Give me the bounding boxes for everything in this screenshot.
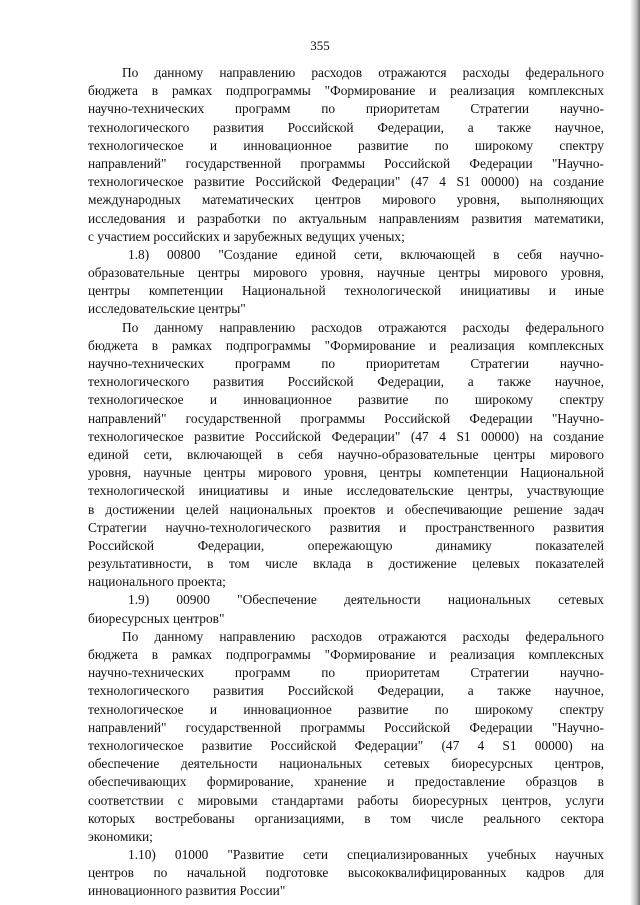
text-line: которых востребованы организациями, в том числе реального сектора xyxy=(88,810,604,826)
text-line: технологическое развитие Российской Федерации" (47 4 S1 00000) на создание xyxy=(88,428,604,444)
text-line: научно-технических программ по приоритетам Стратегии научно- xyxy=(88,101,604,117)
text-line: бюджета в рамках подпрограммы "Формирование и реализация комплексных xyxy=(88,647,604,662)
text-line: По данному направлению расходов отражаются расходы федерального xyxy=(122,319,604,335)
text-line: 1.10) 01000 "Развитие сети специализированных учебных научных xyxy=(128,847,604,863)
text-line: единой сети, включающей в себя научно-образовательные центры мирового xyxy=(88,446,604,462)
paragraph xyxy=(88,246,604,319)
text-line: биоресурсных центров" xyxy=(88,610,225,626)
text-line: технологическое и инновационное развитие по широкому спектру xyxy=(88,137,604,153)
text-line: обеспечивающих формирование, хранение и предоставление образцов в xyxy=(88,774,604,790)
text-line: По данному направлению расходов отражаются расходы федерального xyxy=(122,628,604,644)
text-line: технологической инициативы и иные исследовательские центры, участвующие xyxy=(88,483,604,499)
text-line: национального проекта; xyxy=(88,574,226,590)
text-line: научно-технических программ по приоритетам Стратегии научно- xyxy=(88,665,604,681)
text-line: направлений" государственной программы Российской Федерации "Научно- xyxy=(88,410,604,426)
text-line: направлений" государственной программы Российской Федерации "Научно- xyxy=(88,719,604,735)
scan-edge-shadow xyxy=(630,0,640,905)
text-line: с участием российских и зарубежных ведущих ученых; xyxy=(88,228,405,244)
document-body xyxy=(88,64,604,901)
text-line: технологического развития Российской Федерации, а также научное, xyxy=(88,374,604,390)
text-line: бюджета в рамках подпрограммы "Формирование и реализация комплексных xyxy=(88,83,604,99)
text-line: центров по начальной подготовке высококвалифицированных кадров для xyxy=(88,865,604,881)
text-line: технологическое и инновационное развитие по широкому спектру xyxy=(88,701,604,717)
text-line: направлений" государственной программы Российской Федерации "Научно- xyxy=(88,155,604,171)
paragraph xyxy=(88,591,604,627)
text-line: технологического развития Российской Федерации, а также научное, xyxy=(88,119,604,135)
text-line: исследовательские центры" xyxy=(88,301,246,317)
text-line: научно-технических программ по приоритетам Стратегии научно- xyxy=(88,356,604,371)
text-line: экономики; xyxy=(88,828,153,844)
text-line: По данному направлению расходов отражаются расходы федерального xyxy=(122,65,604,80)
text-line: технологического развития Российской Федерации, а также научное, xyxy=(88,683,604,699)
page-number: 355 xyxy=(310,38,330,53)
text-line: центры компетенции Национальной технологической инициативы и иные xyxy=(88,283,604,299)
text-line: результативности, в том числе вклада в достижение целевых показателей xyxy=(88,556,604,572)
text-line: Российской Федерации, опережающую динамику показателей xyxy=(88,537,604,553)
text-line: технологическое развитие Российской Федерации" (47 4 S1 00000) на xyxy=(88,737,604,753)
text-line: образовательные центры мирового уровня, научные центры мирового уровня, xyxy=(88,265,604,281)
text-line: в достижении целей национальных проектов и обеспечивающие решение задач xyxy=(88,501,604,517)
text-line: Стратегии научно-технологического развития и пространственного развития xyxy=(88,519,604,535)
paragraph xyxy=(88,319,604,592)
paragraph xyxy=(88,64,604,246)
paragraph xyxy=(88,628,604,846)
text-line: соответствии с мировыми стандартами работы биоресурных центров, услуги xyxy=(88,792,604,808)
text-line: уровня, научные центры мирового уровня, центры компетенции Национальной xyxy=(88,465,604,481)
text-line: 1.8) 00800 "Создание единой сети, включающей в себя научно- xyxy=(128,246,604,262)
text-line: технологическое развитие Российской Федерации" (47 4 S1 00000) на создание xyxy=(88,174,604,190)
text-line: исследования и разработки по актуальным направлениям развития математики, xyxy=(88,210,604,226)
text-line: 1.9) 00900 "Обеспечение деятельности национальных сетевых xyxy=(128,592,604,608)
text-line: бюджета в рамках подпрограммы "Формирование и реализация комплексных xyxy=(88,337,604,353)
text-line: международных математических центров мирового уровня, выполняющих xyxy=(88,192,604,208)
text-line: инновационного развития России" xyxy=(88,883,286,899)
paragraph xyxy=(88,846,604,901)
text-line: технологическое и инновационное развитие по широкому спектру xyxy=(88,392,604,408)
text-line: обеспечение деятельности национальных сетевых биоресурсных центров, xyxy=(88,756,604,772)
